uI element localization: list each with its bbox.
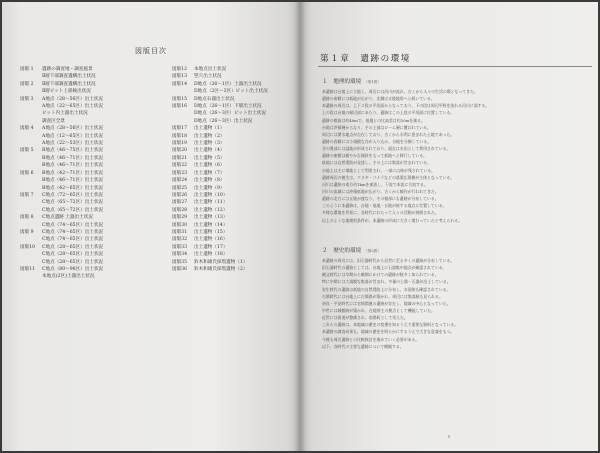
plate-list-item [20,244,160,251]
plate-caption: D地点（26〜1区）下層出土状況 [194,104,262,110]
plate-caption: Ⅱ層下部調査遺構出土状況 [42,81,96,87]
plate-number [20,207,42,214]
plate-number: 図版36 [172,266,188,272]
section-heading-geography [322,77,381,85]
plate-number [20,177,42,184]
body-text-line: 河川の流域には沖積低地が広がり、古くから稲作が行われてきた。 [322,188,439,194]
plate-caption: D地点（26〜3区）出土状況 [194,118,253,124]
plate-list-item [20,125,160,132]
plate-caption: 出土遺物（9） [194,185,225,191]
plate-list-item [20,236,160,243]
plate-caption: 本地点出土状況 [194,67,227,72]
plate-caption: C地点（72〜65区）出土状況 [42,192,104,198]
left-page [2,2,300,451]
chapter-title: 第１章 遺跡の環境 [320,54,411,64]
body-text-line: 特に中期には大規模な集落が営まれ、多量の土器・石器が出土している。 [322,279,451,285]
plate-list-item [172,259,287,266]
plate-caption: B地点（46〜71区）出土状況 [42,155,104,161]
gutter-shadow-right [300,2,306,451]
plate-number [20,155,42,162]
body-text-line: 以上のような地理的条件が、本遺跡の形成に大きく関わっていたと考えられる。 [322,217,463,223]
plate-list-item [20,266,160,273]
plate-caption: 出土遺物（3） [194,141,225,147]
plate-list-item [20,110,160,117]
plate-caption: 竪穴出土状況 [194,74,222,80]
plate-list-item [172,118,287,125]
plate-number: 図版33 [172,244,188,250]
plate-list-item [172,110,287,117]
plate-caption: C地点（80〜98区）出土状況 [42,266,104,272]
plate-number: 図版19 [172,141,188,147]
plate-caption: 出土遺物（4） [194,148,225,154]
plate-caption: A地点（22〜65区）出土状況 [42,104,103,110]
plate-number: 図版35 [172,259,188,265]
plate-list-item [20,162,160,169]
plate-number [20,118,42,125]
plate-number: 図版12 [172,67,188,72]
body-text-line: 中世には城館跡が築かれ、在地領主の拠点として機能していた。 [322,307,436,313]
plate-list-item [172,147,287,154]
plate-list-item [172,251,287,258]
plate-caption: 出土遺物（8） [194,178,225,184]
plate-number: 図版30 [172,222,188,228]
plate-number: 図版 2 [20,81,34,87]
body-text-line: 遺跡の東側は緩やかな傾斜をもって低地へと移行している。 [322,153,428,159]
plate-caption: A地点（22〜53区）出土状況 [42,141,103,147]
section-body-history [322,257,590,350]
plate-list-item [20,118,160,125]
body-text-line: 遺跡の西側には小規模な谷が入り込み、台地を分断している。 [322,138,432,144]
plate-number: 図版28 [172,207,188,213]
plate-list-item [172,236,287,243]
plate-number: 図版16 [172,104,188,110]
body-text-line: 今後も周辺遺跡との比較検討を進めていく必要がある。 [322,336,420,342]
plate-list-item [20,207,160,214]
plate-number: 図版14 [172,81,188,87]
body-text-line: これらの遺跡は、本地域の歴史の変遷を知るうえで重要な資料となっている。 [322,322,459,328]
plate-caption: D地点石器出土状況 [194,96,235,102]
plate-list-item [172,199,287,206]
plate-number [20,103,42,110]
plate-number: 図版22 [172,163,188,169]
body-text-line: 古墳時代には台地上に古墳群が築かれ、周辺には集落跡も見られる。 [322,293,443,299]
plate-number: 図版 5 [20,148,34,154]
plate-list-item [172,266,287,273]
body-text-line: 本遺跡の周辺には、旧石器時代から近世に至る多くの遺跡が分布している。 [322,258,455,263]
plate-list-item [172,155,287,162]
plate-number [172,88,194,95]
plate-list-item [20,273,160,280]
plate-list-title: 図版目次 [135,47,167,55]
section-heading-geography-note: （第1図） [364,80,381,84]
plate-list-item [172,140,287,147]
plate-list-item [172,170,287,177]
right-page [300,2,598,451]
plate-caption: A地点（28〜56区）出土状況 [42,126,103,132]
plate-number: 図版34 [172,252,188,258]
section-heading-history [322,246,381,254]
plate-list-item [20,177,160,184]
plate-list-item [172,192,287,199]
body-text-line: 多様な環境を背景に、各時代にわたって人々の活動が展開された。 [322,210,439,216]
plate-caption: D地点（2区〜3区）ピット出土状況 [194,89,268,95]
plate-number [20,273,42,280]
plate-list-item [20,222,160,229]
plate-number [172,110,194,117]
plate-list-item [20,199,160,206]
plate-caption: 出土遺物（13） [194,215,228,221]
section-heading-history-note: （第2図） [364,249,381,253]
plate-number: 図版31 [172,229,188,235]
plate-list-item [20,96,160,103]
plate-list-item [20,229,160,236]
plate-number: 図版11 [20,266,36,272]
body-text-line: 本遺跡の周辺は、上下２段の平坦面からなっており、下の段は周辺平野を流れる河川に面する。 [322,103,490,109]
body-text-line: 河川は遺跡の南方約1kmを東流し、下流で本流に合流する。 [322,181,428,187]
body-text-line: 谷の奥部には湿地が形成されており、現在は水田として利用されている。 [322,146,451,152]
plate-number: 図版18 [172,133,188,139]
plate-caption: B地点（46〜71区）出土状況 [42,163,104,169]
plate-number: 図版 1 [20,67,34,72]
plate-number: 図版 7 [20,192,34,198]
plate-list-item [20,192,160,199]
plate-caption: 鈴木和雄氏採集遺物（2） [194,266,248,272]
plate-caption: C地点（65〜72区）出土状況 [42,200,104,206]
plate-list-item [20,185,160,192]
body-text-line: 遺跡の南側には低地が広がり、北側は丘陵地帯へと続いている。 [322,96,435,102]
plate-caption: 出土遺物（11） [194,200,228,206]
plate-caption: 出土遺物（16） [194,237,228,243]
plate-number: 図版13 [172,74,188,80]
body-text-line: 奈良・平安時代には官衙関連の遺跡が存在し、地域の中心となっていた。 [322,300,451,306]
plate-caption: 出土遺物（6） [194,163,225,169]
plate-number: 図版26 [172,192,188,198]
plate-caption: 出土遺物（14） [194,222,228,228]
body-text-line: 縄文時代には早期から晩期にかけての遺跡が数多く知られている。 [322,272,439,278]
plate-list-item [20,251,160,258]
plate-number: 図版24 [172,178,188,184]
plate-list-item [20,66,160,73]
body-text-line: 近世には街道が整備され、宿場町として栄えた。 [322,315,408,321]
plate-number [20,110,42,117]
plate-list-item [172,81,287,88]
plate-caption: 調査区全景 [42,118,65,124]
plate-list-item [20,259,160,266]
section-heading-geography-text: １ 地理的環境 [322,79,362,85]
plate-caption: C地点（65〜72区）出土状況 [42,207,104,213]
plate-caption: Ⅱ層ピット上部検出状況 [42,89,91,95]
plate-list-item [172,73,287,80]
plate-list-item [172,96,287,103]
body-text-line: 遺跡の北方には丘陵が連なり、その裾部にも遺跡が分布している。 [322,196,439,202]
plate-caption: C地点（28〜65区）出土状況 [42,244,104,250]
plate-list-item [20,214,160,221]
plate-number: 図版10 [20,244,36,250]
plate-number: 図版 9 [20,229,34,235]
plate-number: 図版 4 [20,126,34,132]
plate-caption: ピット内土器出土状況 [42,111,88,117]
plate-caption: A地点（28〜56区）出土状況 [42,96,103,102]
plate-list-item [172,103,287,110]
chapter-divider [318,66,592,67]
page-number: 1 [447,434,451,439]
plate-list-item [172,244,287,251]
body-text-line: 遺跡の標高は約40mで、低地との比高差は約20mを測る。 [322,117,425,123]
plate-number [20,140,42,147]
section-body-geography [322,88,590,224]
plate-number [20,251,42,258]
plate-caption: C地点（28〜65区）出土状況 [42,259,104,265]
plate-caption: 鈴木和雄氏採集遺物（1） [194,259,248,265]
plate-list-item [172,185,287,192]
plate-number: 図版 3 [20,96,34,102]
plate-caption: 遺跡の調査地・調査風景 [42,67,93,72]
body-text-line: 台地は洪積層からなり、その上部はローム層に覆われている。 [322,124,431,130]
plate-list-item [20,81,160,88]
plate-list-item [172,125,287,132]
plate-caption: B地点（42〜71区）出土状況 [42,170,104,176]
plate-number: 図版25 [172,185,188,191]
plate-number [20,199,42,206]
body-text-line: 台地上は主に畑地として利用され、一部に山林が残されている。 [322,167,436,173]
plate-number [20,162,42,169]
plate-caption: 出土遺物（17） [194,244,228,250]
plate-number: 図版32 [172,237,188,243]
plate-list-item [172,177,287,184]
plate-number [20,222,42,229]
plate-number: 図版29 [172,215,188,221]
plate-list-item [20,170,160,177]
plate-caption: C地点（74〜65区）出土状況 [42,222,104,228]
plate-list-item [20,140,160,147]
plate-caption: 出土遺物（1） [194,126,225,132]
body-text-line: 本遺跡は台地上に立地し、周辺には河川が流れ、古くから人々の生活の場となってきた。 [322,89,478,94]
plate-caption: 出土遺物（7） [194,170,225,176]
plate-number [20,185,42,192]
plate-caption: B地点（42〜65区）出土状況 [42,185,104,191]
plate-caption: C地点（74〜65区）出土状況 [42,229,104,235]
plate-caption: 出土遺物（10） [194,192,228,198]
plate-number: 図版17 [172,126,188,132]
plate-number [20,259,42,266]
plate-caption: Ⅱ層下部調査遺構出土状況 [42,74,96,80]
plate-caption: 出土遺物（12） [194,207,228,213]
body-text-line: 上の段は台地の縁辺部にあたり、遺跡はこの上段の平坦面に位置している。 [322,110,455,116]
body-text-line: 以下、各時代の主要な遺跡について概観する。 [322,343,404,349]
body-text-line: 周辺には湧水地点が点在しており、古くから水利に恵まれた土地であった。 [322,131,455,137]
plate-list-item [172,207,287,214]
plate-caption: C地点（74〜65区）出土状況 [42,237,104,243]
plate-list-item [172,162,287,169]
plate-list-item [172,66,287,73]
body-text-line: 旧石器時代の遺跡としては、台地上に石器集中地点が確認されている。 [322,265,447,271]
plate-list-item [20,88,160,95]
plate-caption: C地点遺跡 土器出土状況 [42,215,93,221]
plate-number [20,73,42,80]
book-spread [2,2,598,451]
plate-list-item [20,73,160,80]
plate-caption: D地点（26〜1区）土器出土状況 [194,81,262,87]
body-text-line: 弥生時代の遺跡は低地の自然堤防上に分布し、水田跡も確認されている。 [322,286,451,292]
plate-caption: A地点（12〜65区）出土状況 [42,133,103,139]
body-text-line: 本遺跡の調査成果も、地域の歴史を明らかにするうえで大きな意義をもつ。 [322,329,455,335]
plate-number: 図版23 [172,170,188,176]
plate-caption: 出土遺物（18） [194,252,228,258]
plate-list-right-column [172,66,287,273]
plate-caption: 本地点(2区)土器出土状況 [42,274,95,280]
plate-list-item [172,88,287,95]
body-text-line: 低地には自然堤防が発達し、その上には集落が営まれている。 [322,160,431,166]
plate-list-item [172,214,287,221]
plate-list-item [172,222,287,229]
plate-number: 図版 6 [20,170,34,176]
plate-number [20,236,42,243]
plate-list-item [172,133,287,140]
plate-number: 図版27 [172,200,188,206]
plate-caption: B地点（46〜71区）出土状況 [42,178,104,184]
plate-list-item [172,229,287,236]
body-text-line: 遺跡周辺の植生は、クヌギ・コナラなどの落葉広葉樹が主体となっている。 [322,174,455,180]
plate-number: 図版20 [172,148,188,154]
plate-list-item [20,133,160,140]
plate-list-left-column [20,66,160,281]
plate-caption: B地点（46〜75区）出土状況 [42,148,104,154]
plate-caption: 出土遺物（15） [194,229,228,235]
plate-list-item [20,103,160,110]
plate-number [20,88,42,95]
body-text-line: このように本遺跡は、台地・低地・丘陵が接する地点に位置している。 [322,203,447,209]
plate-number: 図版 8 [20,215,34,221]
plate-number [172,118,194,125]
plate-caption: D地点（26〜3区）ピット出土状況 [194,111,266,117]
plate-caption: 出土遺物（2） [194,133,225,139]
plate-number: 図版15 [172,96,188,102]
plate-caption: C地点（28〜65区）出土状況 [42,252,104,258]
plate-number: 図版21 [172,155,188,161]
plate-list-item [20,147,160,154]
plate-list-item [20,155,160,162]
plate-caption: 出土遺物（5） [194,155,225,161]
section-heading-history-text: ２ 歴史的環境 [322,248,362,254]
plate-number [20,133,42,140]
